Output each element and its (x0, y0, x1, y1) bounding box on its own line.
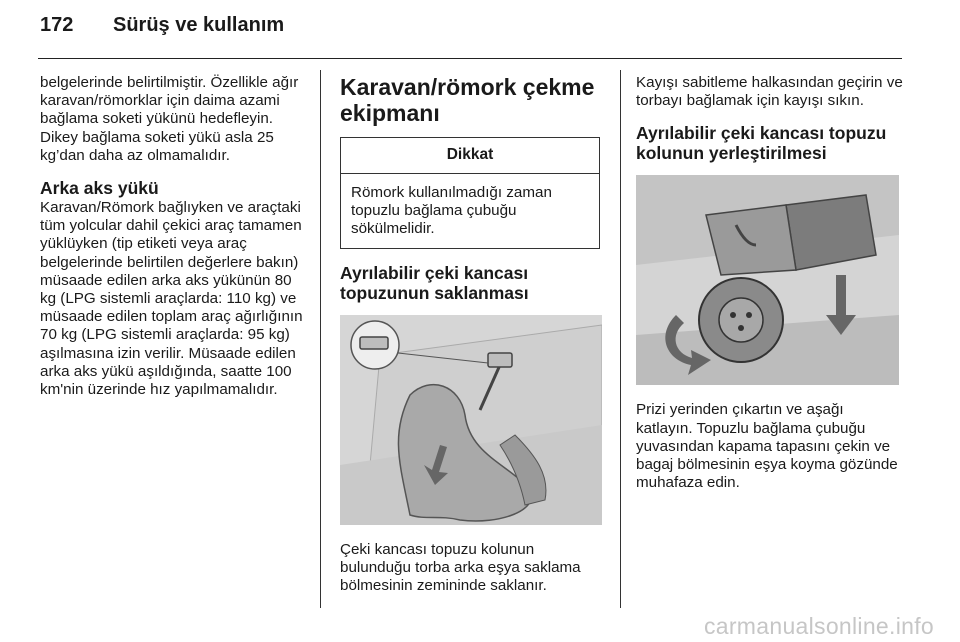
notice-label: Dikkat (341, 138, 599, 174)
section-title: Sürüş ve kullanım (113, 14, 285, 36)
paragraph: belgelerinde belirtilmiştir. Özellikle ağır karavan/römorklar için daima azami bağlama soketi yükünü hedefleyin. Dikey bağlama soketi yükü asla 25 kg’dan daha az olmamalıdır. (40, 74, 299, 164)
paragraph: Karavan/Römork bağlıyken ve araçtaki tüm yolcular dahil çekici araç tamamen yüklüyken (tip etiketi veya araç belgelerinde belirtilen değerlere bakın) müsaade edilen arka aks yükünün 80 kg (LPG sistemli araçlarda: 110 kg) ve müsaade edilen toplam araç ağırlığının 70 kg (LPG sistemli araçlarda: 95 kg) aşılmasına izin verilir. Müsaade edilen arka aks yükü aşıldığında, saatte 100 km'nin üzerinde hız yapılmamalıdır. (40, 199, 303, 399)
column-3 (636, 74, 904, 492)
page-number: 172 (40, 14, 74, 36)
paragraph: Kayışı sabitleme halkasından geçirin ve torbayı bağlamak için kayışı sıkın. (636, 74, 903, 110)
notice-text: Römork kullanılmadığı zaman topuzlu bağlama çubuğu sökülmelidir. (351, 184, 552, 238)
column-2 (340, 74, 602, 595)
figure-tow-ball-install (636, 175, 899, 385)
notice-box (340, 137, 600, 249)
watermark: carmanualsonline.info (703, 613, 934, 639)
page-header (40, 14, 284, 37)
bag-storage-illustration (340, 315, 602, 525)
section-heading: Arka aks yükü (40, 178, 159, 199)
figure-caption: Prizi yerinden çıkartın ve aşağı katlayın. Topuzlu bağlama çubuğu yuvasından kapama tapasını çekin ve bagaj bölmesinin eşya koyma gözünde muhafaza edin. (636, 401, 898, 492)
figure-bag-storage (340, 315, 602, 525)
figure-caption: Çeki kancası topuzu kolunun bulunduğu torba arka eşya saklama bölmesinin zemininde saklanır. (340, 540, 581, 595)
column-divider-2 (620, 70, 621, 608)
chapter-title: Karavan/römork çekme ekipmanı (340, 74, 595, 126)
tow-ball-illustration (636, 175, 899, 385)
header-rule (38, 58, 902, 59)
section-heading: Ayrılabilir çeki kancası topuzu kolunun yerleştirilmesi (636, 123, 887, 164)
column-1 (40, 74, 310, 399)
column-divider-1 (320, 70, 321, 608)
section-heading: Ayrılabilir çeki kancası topuzunun saklanması (340, 262, 529, 303)
